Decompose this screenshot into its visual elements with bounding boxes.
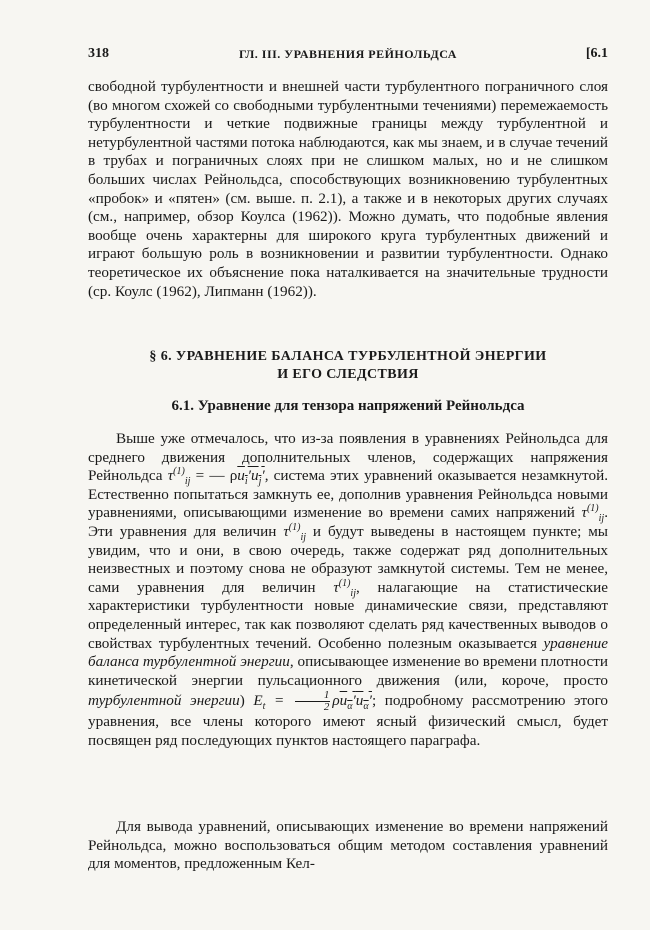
paragraph-text: свободной турбулентности и внешней части турбулентного пограничного слоя (во многом схожей со свободными турбулентными течениями) перемежаемость турбулентности и четкие подвижные границы между турбулентной и нетурбулентной частями потока наблюдаются, как мы знаем, и в случае течений в трубах и пограничных слоях при не слишком малых, но и не слишком больших числах Рейнольдса, способствующих возникновению турбулентных «пробок» и «пятен» (см. выше. п. 2.1), а также и в некоторых других случаях (см., например, обзор Коулса (1962)). Можно думать, что подобные явления вообще очень характерны для широкого круга турбулентных движений и играют большую роль в возникновении и развитии турбулентности. Однако теоретическое их объяснение пока наталкивается на значительные трудности (ср. Коулс (1962), Липманн (1962)). <box>88 78 608 300</box>
paragraph-continuation <box>88 78 608 301</box>
section-marker: [6.1 <box>585 46 608 61</box>
running-title: ГЛ. III. УРАВНЕНИЯ РЕЙНОЛЬДСА <box>239 47 457 61</box>
page-header <box>88 46 608 68</box>
paragraph-reynolds-stress <box>88 430 608 751</box>
formula-ui-uj: $u_i'u_j'$ <box>237 467 265 488</box>
emphasis-energy-balance: уравнение баланса турбулентной энергии <box>88 634 608 671</box>
subsection-heading: 6.1. Уравнение для тензора напряжений Рейнольдса <box>171 398 525 414</box>
section-heading-line2: И ЕГО СЛЕДСТВИЯ <box>277 367 419 382</box>
formula-energy: $E_t$ = $\frac{1}{2}$ $\rho u_\alpha'u_\alpha'$ <box>253 689 372 714</box>
paragraph-text: Выше уже отмечалось, что из-за появления в уравнениях Рейнольдса для среднего движения дополнительных членов, содержащих напряжения Рейнольдса $\tau^{(1)}_{ij}$ = — $\rho u_i'u_j'$, система этих уравнений оказывается незамкнутой. Естественно попытаться замкнуть ее, дополнив уравнения Рейнольдса новыми уравнениями, описывающими изменение во времени самих напряжений $\tau^{(1)}_{ij}$. Эти уравнения для величин $\tau^{(1)}_{ij}$ и будут выведены в настоящем пункте; мы увидим, что и они, в свою очередь, также содержат ряд дополнительных неизвестных и поэтому снова не образуют замкнутой системы. Тем не менее, сами уравнения для величин $\tau^{(1)}_{ij}$, налагающие на статистические характеристики турбулентности новые динамические связи, представляют определенный интерес, так как позволяют сделать ряд качественных выводов о свойствах турбулентных течений. Особенно полезным оказывается уравнение баланса турбулентной энергии, описывающее изменение во времени плотности кинетической энергии пульсационного движения (или, короче, просто турбулентной энергии) $E_t$ = $\frac{1}{2}$ $\rho u_\alpha'u_\alpha'$; подробному рассмотрению этого уравнения, все члены которого имеют ясный физический смысл, будет посвящен ряд последующих пунктов настоящего параграфа. <box>88 430 609 749</box>
emphasis-turbulent-energy: турбулентной энергии <box>88 692 240 710</box>
section-heading-line1: § 6. УРАВНЕНИЕ БАЛАНСА ТУРБУЛЕНТНОЙ ЭНЕРГИИ <box>149 349 547 364</box>
paragraph-derivation <box>88 818 608 874</box>
paragraph-text: Для вывода уравнений, описывающих изменение во времени напряжений Рейнольдса, можно воспользоваться общим методом составления уравнений для моментов, предложенным Кел- <box>88 818 608 873</box>
formula-tau-ij: $\tau^{(1)}_{ij}$ <box>581 503 605 525</box>
formula-tau-ij: $\tau^{(1)}_{ij}$ <box>333 577 356 599</box>
page-number: 318 <box>88 46 109 61</box>
section-heading <box>88 348 608 384</box>
formula-tau-ij: $\tau^{(1)}_{ij}$ <box>283 521 307 543</box>
formula-tau-ij: $\tau^{(1)}_{ij}$ <box>167 466 191 488</box>
fraction-one-half: $\frac{1}{2}$ <box>295 690 331 713</box>
